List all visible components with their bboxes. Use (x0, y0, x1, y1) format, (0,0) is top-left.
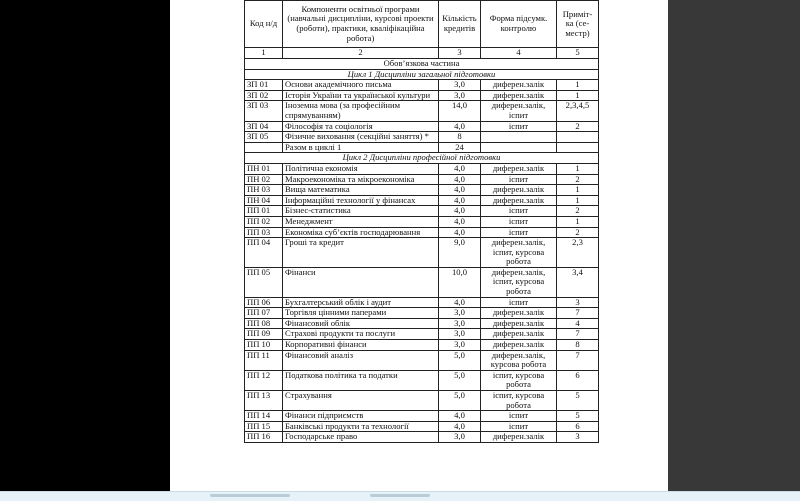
course-code: ПП 13 (245, 391, 283, 411)
course-credits: 4,0 (439, 411, 481, 422)
header-note: Приміт-ка (се-местр) (557, 1, 599, 48)
course-name: Вища математика (283, 185, 439, 196)
course-semester: 3 (557, 432, 599, 443)
course-name: Фізичне виховання (секційні заняття) * (283, 132, 439, 143)
course-credits: 3,0 (439, 90, 481, 101)
course-semester: 1 (557, 163, 599, 174)
section-title: Обов’язкова частина (245, 59, 599, 70)
column-number: 3 (439, 48, 481, 59)
course-control: диферен.залік (481, 329, 557, 340)
course-code: ПП 06 (245, 297, 283, 308)
course-control: іспит, курсова робота (481, 391, 557, 411)
curriculum-table (244, 0, 599, 443)
course-control: диферен.залік, іспит, курсова робота (481, 238, 557, 268)
course-code: ЗП 02 (245, 90, 283, 101)
course-credits: 4,0 (439, 216, 481, 227)
course-semester: 1 (557, 216, 599, 227)
column-number: 4 (481, 48, 557, 59)
course-semester: 1 (557, 90, 599, 101)
course-control (481, 132, 557, 143)
course-semester: 1 (557, 195, 599, 206)
course-name: Страхування (283, 391, 439, 411)
course-semester: 5 (557, 391, 599, 411)
course-control: диферен.залік (481, 308, 557, 319)
course-code: ПП 01 (245, 206, 283, 217)
course-name: Страхові продукти та послуги (283, 329, 439, 340)
column-number: 5 (557, 48, 599, 59)
course-code: ПП 02 (245, 216, 283, 227)
course-credits: 5,0 (439, 350, 481, 370)
course-name: Філософія та соціологія (283, 121, 439, 132)
course-code: ПН 02 (245, 174, 283, 185)
course-control: іспит (481, 297, 557, 308)
course-code: ПП 05 (245, 267, 283, 297)
course-control: диферен.залік (481, 163, 557, 174)
course-semester: 2 (557, 174, 599, 185)
column-number: 2 (283, 48, 439, 59)
course-control: диферен.залік (481, 432, 557, 443)
course-name: Фінансовий аналіз (283, 350, 439, 370)
course-credits: 3,0 (439, 329, 481, 340)
table-row (245, 80, 599, 91)
course-control: диферен.залік, курсова робота (481, 350, 557, 370)
course-credits: 14,0 (439, 101, 481, 121)
cycle1-total-row (245, 142, 599, 153)
course-credits: 3,0 (439, 432, 481, 443)
course-code: ПП 03 (245, 227, 283, 238)
course-credits: 4,0 (439, 163, 481, 174)
course-name: Економіка суб’єктів господарювання (283, 227, 439, 238)
course-semester: 8 (557, 340, 599, 351)
course-credits: 5,0 (439, 391, 481, 411)
table-row (245, 391, 599, 411)
course-code: ПП 08 (245, 318, 283, 329)
course-code: ПП 12 (245, 370, 283, 390)
course-name: Бізнес-статистика (283, 206, 439, 217)
course-code: ПП 11 (245, 350, 283, 370)
course-semester: 3,4 (557, 267, 599, 297)
table-row (245, 340, 599, 351)
course-code: ПН 04 (245, 195, 283, 206)
course-semester: 1 (557, 185, 599, 196)
course-name: Податкова політика та податки (283, 370, 439, 390)
course-credits: 4,0 (439, 297, 481, 308)
table-row (245, 206, 599, 217)
course-control: іспит (481, 421, 557, 432)
header-row (245, 1, 599, 48)
course-name: Іноземна мова (за професійним спрямуванням) (283, 101, 439, 121)
course-credits: 3,0 (439, 340, 481, 351)
course-semester: 6 (557, 421, 599, 432)
course-code: ПН 01 (245, 163, 283, 174)
course-name: Фінанси підприємств (283, 411, 439, 422)
course-control: іспит, курсова робота (481, 370, 557, 390)
course-control: іспит (481, 216, 557, 227)
table-row (245, 411, 599, 422)
course-semester: 2,3 (557, 238, 599, 268)
course-name: Бухгалтерський облік і аудит (283, 297, 439, 308)
course-control: диферен.залік (481, 340, 557, 351)
course-credits: 4,0 (439, 174, 481, 185)
course-semester: 6 (557, 370, 599, 390)
course-semester: 7 (557, 308, 599, 319)
cycle2-title-row (245, 153, 599, 164)
table-row (245, 370, 599, 390)
header-code: Код н/д (245, 1, 283, 48)
left-background (0, 0, 170, 500)
course-name: Торгівля цінними паперами (283, 308, 439, 319)
total-note-cell (557, 142, 599, 153)
course-credits: 9,0 (439, 238, 481, 268)
course-credits: 10,0 (439, 267, 481, 297)
course-control: іспит (481, 206, 557, 217)
header-components: Компоненти освітньої програми (навчальні дисципліни, курсові проекти (роботи), практики, кваліфікаційна робота) (283, 1, 439, 48)
course-control: диферен.залік (481, 195, 557, 206)
cycle1-title: Цикл 1 Дисципліни загальної підготовки (245, 69, 599, 80)
table-row (245, 132, 599, 143)
course-semester: 2 (557, 121, 599, 132)
course-control: іспит (481, 227, 557, 238)
course-credits: 4,0 (439, 195, 481, 206)
header-credits: Кількість кредитів (439, 1, 481, 48)
table-row (245, 174, 599, 185)
table-row (245, 308, 599, 319)
course-code: ЗП 01 (245, 80, 283, 91)
total-code-cell (245, 142, 283, 153)
course-control: диферен.залік (481, 90, 557, 101)
course-name: Макроекономіка та мікроекономіка (283, 174, 439, 185)
table-row (245, 163, 599, 174)
course-control: диферен.залік (481, 318, 557, 329)
course-code: ПП 16 (245, 432, 283, 443)
table-row (245, 195, 599, 206)
course-credits: 4,0 (439, 227, 481, 238)
course-name: Банківські продукти та технології (283, 421, 439, 432)
cycle1-total-value: 24 (439, 142, 481, 153)
course-credits: 3,0 (439, 318, 481, 329)
table-row (245, 121, 599, 132)
course-control: диферен.залік, іспит (481, 101, 557, 121)
course-name: Гроші та кредит (283, 238, 439, 268)
table-row (245, 227, 599, 238)
course-credits: 3,0 (439, 308, 481, 319)
course-semester: 3 (557, 297, 599, 308)
table-row (245, 101, 599, 121)
scroll-mark (210, 494, 290, 497)
course-code: ЗП 05 (245, 132, 283, 143)
course-credits: 4,0 (439, 121, 481, 132)
section-row (245, 59, 599, 70)
course-name: Корпоративні фінанси (283, 340, 439, 351)
course-code: ЗП 04 (245, 121, 283, 132)
table-row (245, 238, 599, 268)
course-code: ПП 09 (245, 329, 283, 340)
course-name: Фінансовий облік (283, 318, 439, 329)
course-code: ПП 10 (245, 340, 283, 351)
course-control: диферен.залік (481, 80, 557, 91)
course-control: диферен.залік, іспит, курсова робота (481, 267, 557, 297)
course-control: іспит (481, 174, 557, 185)
course-credits: 5,0 (439, 370, 481, 390)
course-name: Історія України та української культури (283, 90, 439, 101)
course-credits: 4,0 (439, 206, 481, 217)
course-semester: 1 (557, 80, 599, 91)
course-code: ПН 03 (245, 185, 283, 196)
course-name: Основи академічного письма (283, 80, 439, 91)
course-semester: 4 (557, 318, 599, 329)
course-code: ПП 14 (245, 411, 283, 422)
column-number-row (245, 48, 599, 59)
right-background (668, 0, 800, 500)
course-semester: 7 (557, 350, 599, 370)
course-credits: 4,0 (439, 421, 481, 432)
table-row (245, 185, 599, 196)
table-row (245, 297, 599, 308)
scroll-mark (370, 494, 430, 497)
course-control: іспит (481, 121, 557, 132)
course-name: Інформаційні технології у фінансах (283, 195, 439, 206)
course-name: Фінанси (283, 267, 439, 297)
course-name: Менеджмент (283, 216, 439, 227)
course-semester: 7 (557, 329, 599, 340)
header-control: Форма підсумк. контролю (481, 1, 557, 48)
course-credits: 8 (439, 132, 481, 143)
course-control: іспит (481, 411, 557, 422)
course-semester: 2 (557, 227, 599, 238)
course-name: Політична економія (283, 163, 439, 174)
course-credits: 4,0 (439, 185, 481, 196)
table-row (245, 90, 599, 101)
cycle1-total-label: Разом в циклі 1 (283, 142, 439, 153)
table-row (245, 216, 599, 227)
course-semester (557, 132, 599, 143)
table-row (245, 350, 599, 370)
course-semester: 2 (557, 206, 599, 217)
table-row (245, 421, 599, 432)
course-semester: 2,3,4,5 (557, 101, 599, 121)
column-number: 1 (245, 48, 283, 59)
course-semester: 5 (557, 411, 599, 422)
document-page (170, 0, 668, 500)
course-code: ПП 07 (245, 308, 283, 319)
table-row (245, 318, 599, 329)
course-code: ПП 04 (245, 238, 283, 268)
cycle2-title: Цикл 2 Дисципліни професійної підготовки (245, 153, 599, 164)
course-code: ЗП 03 (245, 101, 283, 121)
table-row (245, 267, 599, 297)
total-control-cell (481, 142, 557, 153)
table-row (245, 329, 599, 340)
course-name: Господарське право (283, 432, 439, 443)
table-row (245, 432, 599, 443)
cycle1-title-row (245, 69, 599, 80)
course-code: ПП 15 (245, 421, 283, 432)
course-credits: 3,0 (439, 80, 481, 91)
course-control: диферен.залік (481, 185, 557, 196)
